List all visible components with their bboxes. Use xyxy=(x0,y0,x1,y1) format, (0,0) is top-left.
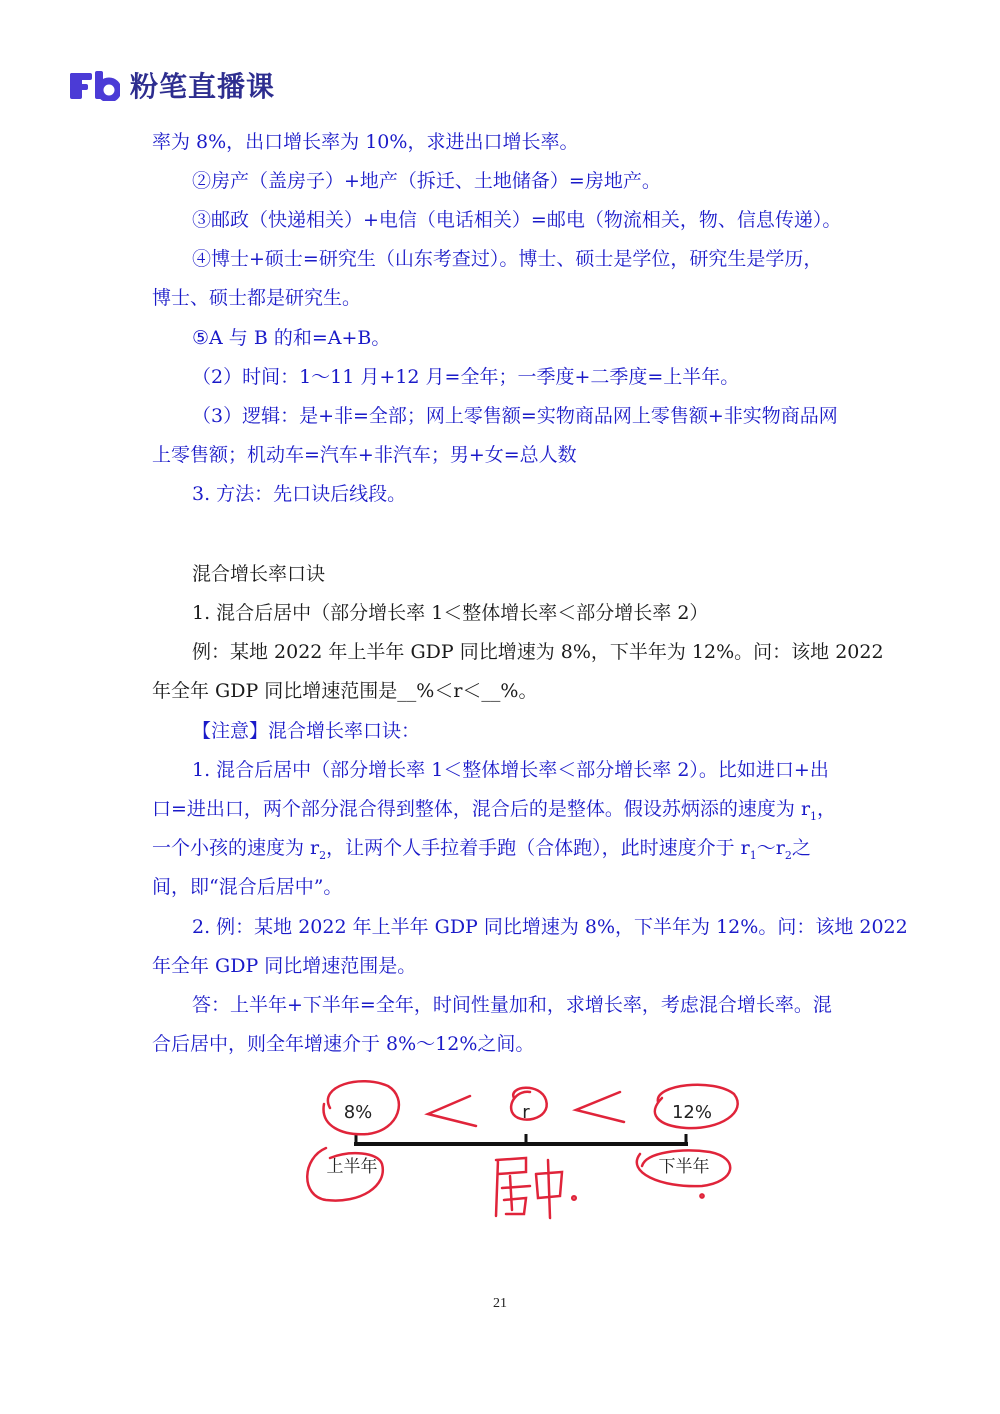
handwriting-ju xyxy=(496,1158,530,1216)
left-value: 8% xyxy=(343,1102,373,1123)
text-line: 率为 8%，出口增长率为 10%，求进出口增长率。 xyxy=(152,131,579,153)
growth-rate-line-diagram xyxy=(290,1068,750,1228)
text-line: ②房产（盖房子）+地产（拆迁、土地储备）=房地产。 xyxy=(192,170,661,192)
fb-logo-icon xyxy=(68,69,120,101)
text-line: 口=进出口，两个部分混合得到整体，混合后的是整体。假设苏炳添的速度为 $r_1$， xyxy=(152,798,837,823)
text-line: 例：某地 2022 年上半年 GDP 同比增速为 8%，下半年为 12%。问：该地 2022 xyxy=(192,641,884,663)
handwriting-dot xyxy=(700,1194,703,1197)
text-line: 1. 混合后居中（部分增长率 1＜整体增长率＜部分增长率 2）。比如进口+出 xyxy=(192,759,829,781)
text-line: 年全年 GDP 同比增速范围是__%＜r＜__%。 xyxy=(152,680,538,702)
text-line: 上零售额；机动车=汽车+非汽车；男+女=总人数 xyxy=(152,444,577,466)
brand-logo xyxy=(68,62,275,108)
text-line: 答：上半年+下半年=全年，时间性量加和，求增长率，考虑混合增长率。混 xyxy=(192,994,832,1016)
text-line: （3）逻辑：是+非=全部；网上零售额=实物商品网上零售额+非实物商品网 xyxy=(192,405,838,427)
text-line: （2）时间：1～11 月+12 月=全年；一季度+二季度=上半年。 xyxy=(192,366,740,388)
less-than-sign-2 xyxy=(576,1092,624,1122)
less-than-sign-1 xyxy=(428,1096,476,1126)
text-line: 2. 例：某地 2022 年上半年 GDP 同比增速为 8%，下半年为 12%。问：该地 2022 xyxy=(192,916,908,938)
section-heading: 混合增长率口诀 xyxy=(192,563,326,585)
text-line: 合后居中，则全年增速介于 8%～12%之间。 xyxy=(152,1033,535,1055)
handwriting-dot xyxy=(572,1196,576,1200)
text-line: 3. 方法：先口诀后线段。 xyxy=(192,483,407,505)
middle-value: r xyxy=(522,1102,530,1123)
text-line: 一个小孩的速度为 $r_2$，让两个人手拉着手跑（合体跑），此时速度介于 $r_1\sim r_2$之 xyxy=(152,837,811,862)
text-line: 博士、硕士都是研究生。 xyxy=(152,287,362,309)
text-line: ③邮政（快递相关）+电信（电话相关）=邮电（物流相关，物、信息传递）。 xyxy=(192,209,842,231)
text-line: 间，即“混合后居中”。 xyxy=(152,876,343,898)
note-heading: 【注意】混合增长率口诀： xyxy=(192,720,421,742)
text-line: 年全年 GDP 同比增速范围是。 xyxy=(152,955,417,977)
logo-text: 粉笔直播课 xyxy=(130,70,276,103)
text-line: 1. 混合后居中（部分增长率 1＜整体增长率＜部分增长率 2） xyxy=(192,602,709,624)
text-line: ④博士+硕士=研究生（山东考查过）。博士、硕士是学位，研究生是学历， xyxy=(192,248,823,270)
handwriting-zhong xyxy=(536,1160,562,1218)
right-value: 12% xyxy=(671,1102,713,1123)
page-number: 21 xyxy=(493,1296,507,1311)
right-label: 下半年 xyxy=(658,1157,710,1177)
left-label: 上半年 xyxy=(326,1157,378,1177)
text-line: ⑤A 与 B 的和=A+B。 xyxy=(192,327,391,349)
